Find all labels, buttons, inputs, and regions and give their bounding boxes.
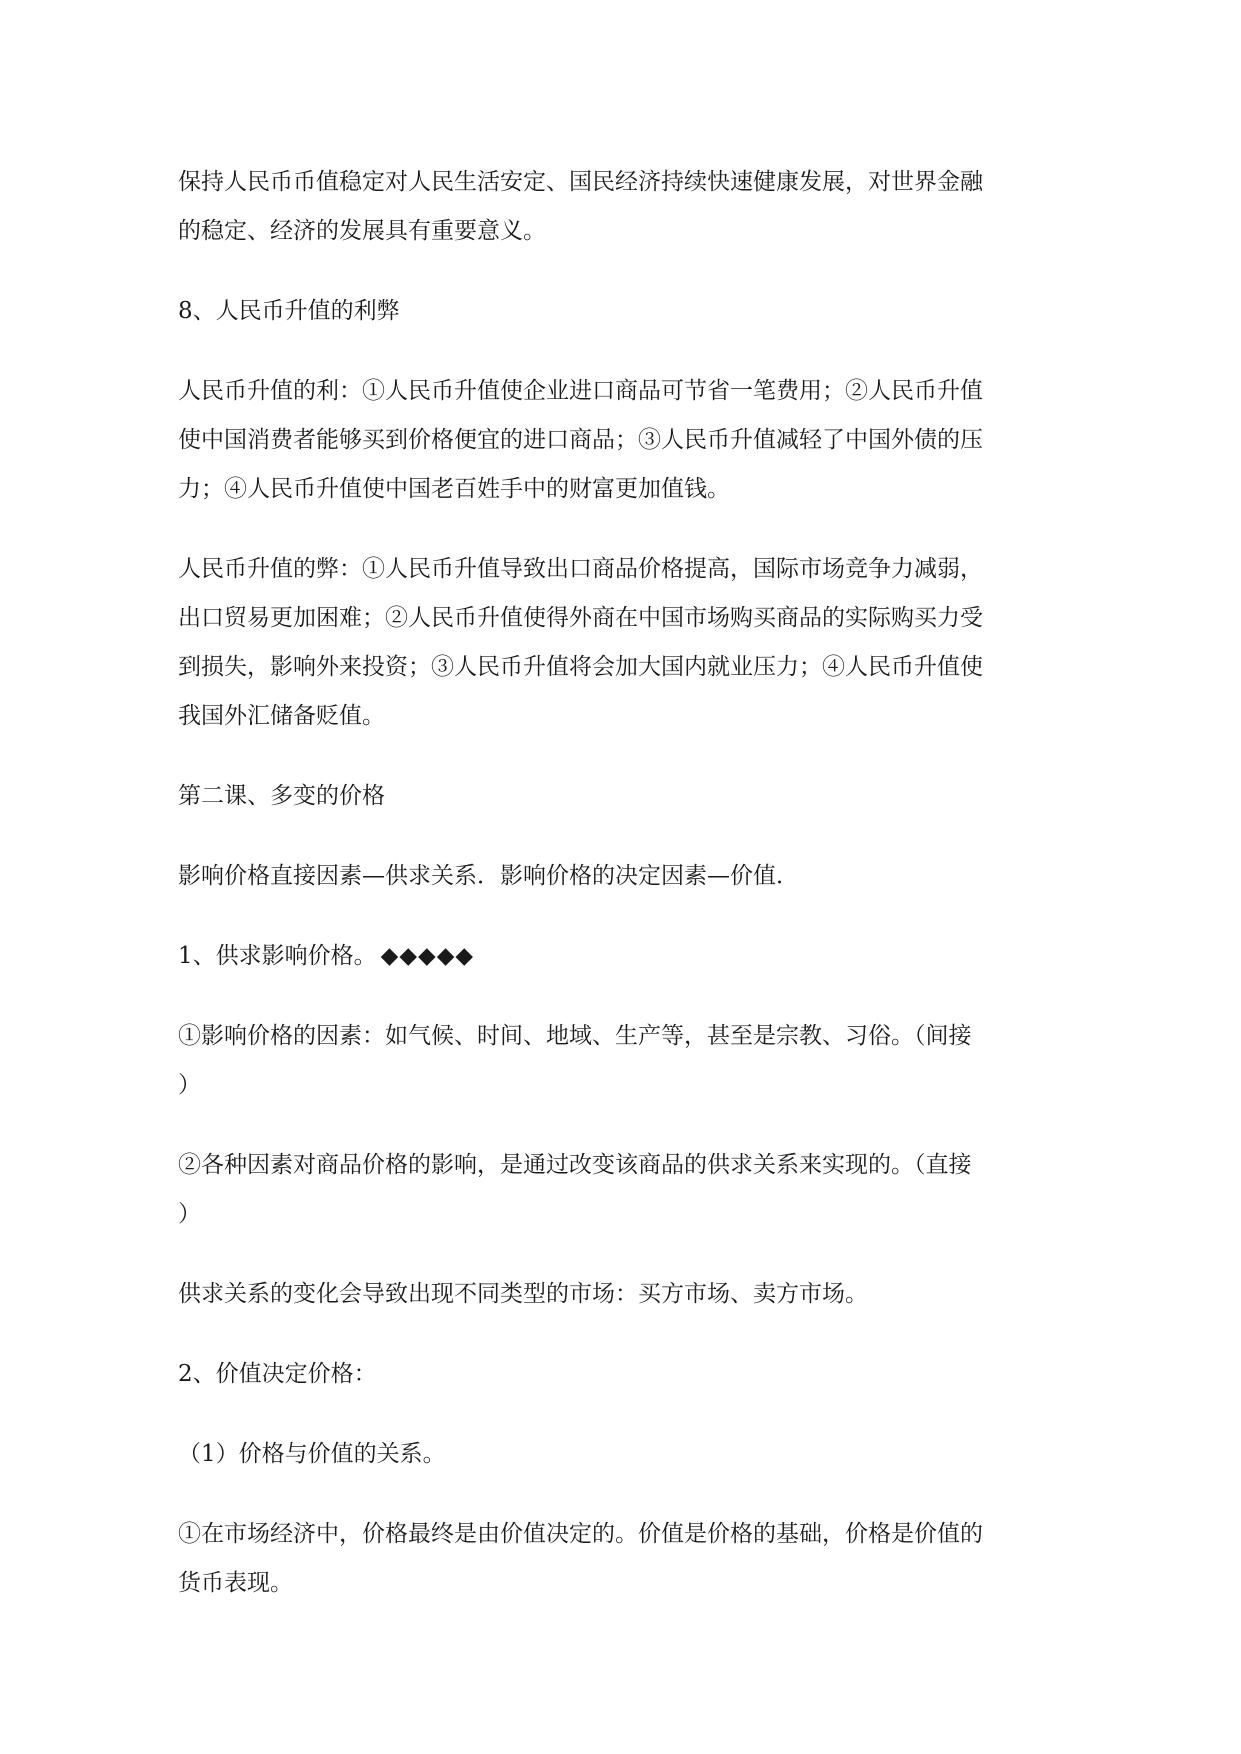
paragraph-markets: [178, 1270, 1078, 1319]
text-line: 的稳定、经济的发展具有重要意义。: [178, 218, 546, 244]
paragraph-stability: [178, 158, 1078, 256]
section-heading-2: [178, 1350, 1078, 1399]
text-line: ②各种因素对商品价格的影响，是通过改变该商品的供求关系来实现的。（直接: [178, 1152, 972, 1178]
document-body: [178, 158, 1078, 1639]
text-line: ①在市场经济中，价格最终是由价值决定的。价值是价格的基础，价格是价值的: [178, 1521, 983, 1547]
text-line: 使中国消费者能够买到价格便宜的进口商品；③人民币升值减轻了中国外债的压: [178, 427, 983, 453]
text-line: （1）价格与价值的关系。: [178, 1441, 446, 1467]
text-line: 货币表现。: [178, 1570, 293, 1596]
text-line: 供求关系的变化会导致出现不同类型的市场：买方市场、卖方市场。: [178, 1281, 868, 1307]
heading-text: 1、供求影响价格。: [178, 943, 377, 969]
value-item-1: [178, 1510, 1078, 1608]
paragraph-disadvantages: [178, 545, 1078, 741]
text-line: 保持人民币币值稳定对人民生活安定、国民经济持续快速健康发展，对世界金融: [178, 169, 983, 195]
text-line: 8、人民币升值的利弊: [178, 298, 400, 324]
text-line: 力；④人民币升值使中国老百姓手中的财富更加值钱。: [178, 476, 730, 502]
text-line: 出口贸易更加困难；②人民币升值使得外商在中国市场购买商品的实际购买力受: [178, 605, 983, 631]
text-line: 人民币升值的利：①人民币升值使企业进口商品可节省一笔费用；②人民币升值: [178, 378, 983, 404]
sub-heading-1: [178, 1430, 1078, 1479]
section-heading-8: [178, 287, 1078, 336]
paragraph-factors: [178, 852, 1078, 901]
text-line: ）: [178, 1072, 201, 1098]
text-line: ）: [178, 1201, 201, 1227]
diamond-marker-icon: ◆◆◆◆◆: [380, 943, 475, 969]
paragraph-advantages: [178, 367, 1078, 514]
text-line: 2、价值决定价格：: [178, 1361, 377, 1387]
list-item-2: [178, 1141, 1078, 1239]
list-item-1: [178, 1012, 1078, 1110]
text-line: ①影响价格的因素：如气候、时间、地域、生产等，甚至是宗教、习俗。（间接: [178, 1023, 972, 1049]
lesson-heading: [178, 772, 1078, 821]
text-line: 我国外汇储备贬值。: [178, 703, 385, 729]
text-line: 人民币升值的弊：①人民币升值导致出口商品价格提高，国际市场竞争力减弱，: [178, 556, 983, 582]
text-line: [178, 932, 1078, 981]
text-line: 第二课、多变的价格: [178, 783, 385, 809]
text-line: 到损失，影响外来投资；③人民币升值将会加大国内就业压力；④人民币升值使: [178, 654, 983, 680]
text-line: 影响价格直接因素—供求关系．影响价格的决定因素—价值．: [178, 863, 799, 889]
section-heading-1: [178, 932, 1078, 981]
